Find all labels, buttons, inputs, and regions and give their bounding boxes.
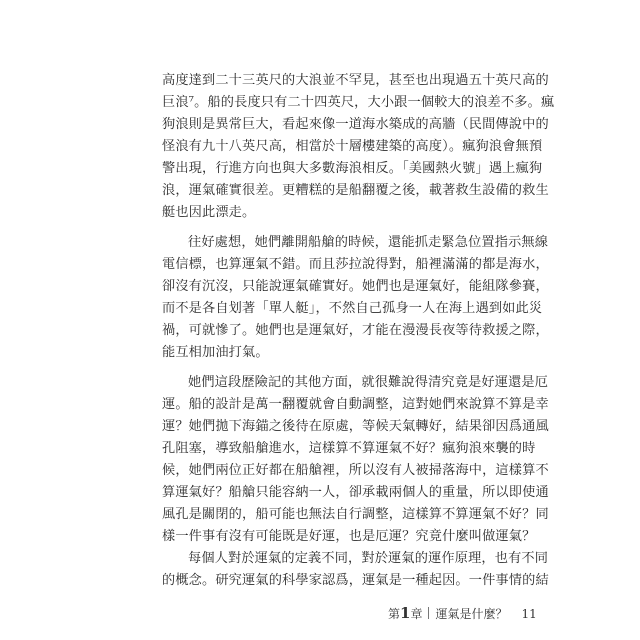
text-line: 候，她們兩位正好都在船艙裡，所以沒有人被掃落海中，這樣算不 — [162, 463, 549, 478]
page-footer — [388, 604, 537, 622]
text-line: 卻沒有沉沒，只能說運氣確實好。她們也是運氣好，能組隊參賽， — [162, 279, 549, 294]
text-line: 她們這段歷險記的其他方面，就很難說得清究竟是好運還是厄 — [188, 375, 549, 390]
text-line: 運。船的設計是萬一翻覆就會自動調整，這對她們來說算不算是幸 — [162, 397, 549, 412]
text-line: 每個人對於運氣的定義不同，對於運氣的運作原理，也有不同 — [188, 551, 549, 566]
text-line: 高度達到二十三英尺的大浪並不罕見，甚至也出現過五十英尺高的 — [162, 73, 549, 88]
text-line: 禍，可就慘了。她們也是運氣好，才能在漫漫長夜等待救援之際， — [162, 323, 549, 338]
text-line: 孔阻塞，導致船艙進水，這樣算不算運氣不好？瘋狗浪來襲的時 — [162, 441, 536, 456]
text-line: 往好處想，她們離開船艙的時候，還能抓走緊急位置指示無線 — [188, 235, 549, 250]
text-line: 樣一件事有沒有可能既是好運，也是厄運？究竟什麼叫做運氣？ — [162, 529, 536, 544]
text-line: 能互相加油打氣。 — [162, 345, 269, 360]
chapter-title: 運氣是什麼？ — [435, 607, 508, 621]
text-line: 而不是各自划著「單人艇」，不然自己孤身一人在海上遇到如此災 — [162, 301, 543, 316]
chapter-suffix: 章 — [410, 607, 423, 621]
text-line: 運？她們拋下海錨之後待在原處，等候天氣轉好，結果卻因爲通風 — [162, 419, 549, 434]
chapter-prefix: 第 — [388, 607, 401, 621]
text-line: 浪，運氣確實很差。更糟糕的是船翻覆之後，載著救生設備的救生 — [162, 183, 549, 198]
text-line: 艇也因此漂走。 — [162, 205, 256, 220]
footer-divider — [428, 607, 429, 619]
chapter-number: 1 — [400, 604, 411, 622]
body-text — [162, 70, 555, 592]
text-line: 風孔是關閉的，船可能也無法自行調整，這樣算不算運氣不好？同 — [162, 507, 549, 522]
text-line: 警出現，行進方向也與大多數海浪相反。「美國熱火號」遇上瘋狗 — [162, 161, 543, 176]
text-line: 算運氣好？船艙只能容納一人，卻承載兩個人的重量，所以即使通 — [162, 485, 549, 500]
text-line: 電信標，也算運氣不錯。而且莎拉說得對，船裡滿滿的都是海水， — [162, 257, 549, 272]
text-line: 怪浪有九十八英尺高，相當於十層樓建築的高度）。瘋狗浪會無預 — [162, 139, 543, 154]
text-line: 巨浪⁷。船的長度只有二十四英尺，大小跟一個較大的浪差不多。瘋 — [162, 95, 555, 110]
page-number: 11 — [521, 607, 537, 621]
text-line: 的概念。研究運氣的科學家認爲，運氣是一種起因。一件事情的結 — [162, 573, 549, 588]
text-line: 狗浪則是異常巨大，看起來像一道海水築成的高牆（民間傳說中的 — [162, 117, 549, 132]
